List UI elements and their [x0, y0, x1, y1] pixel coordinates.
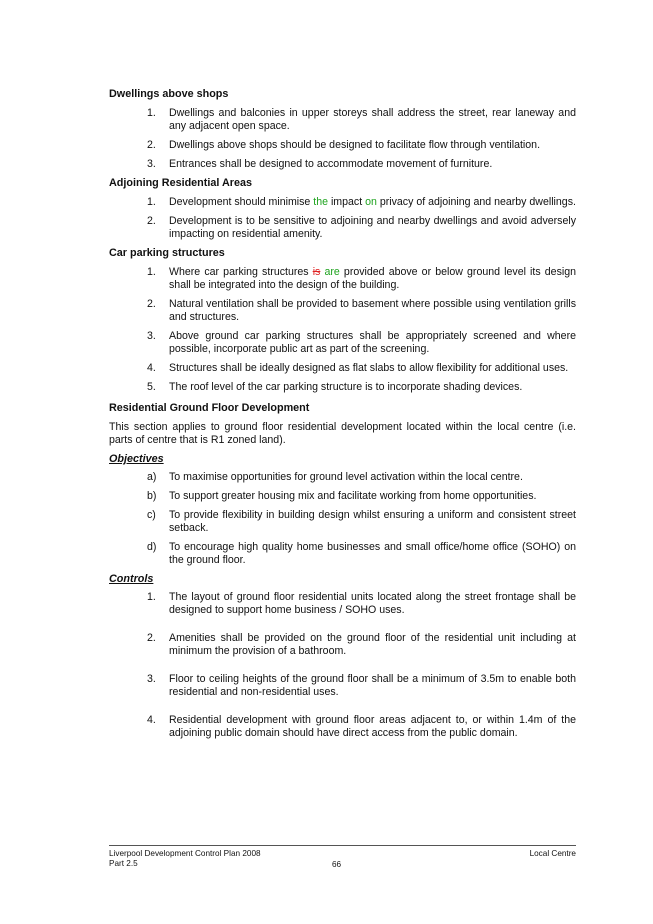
item-number: b) [147, 490, 157, 502]
carparking-list [109, 266, 576, 394]
item-number: 1. [147, 196, 156, 208]
list-item [109, 381, 576, 394]
item-text: To support greater housing mix and facilitate working from home opportunities. [169, 490, 537, 502]
heading-car-parking-structures: Car parking structures [109, 247, 225, 259]
page-footer [109, 845, 576, 869]
item-text: Residential development with ground floor areas adjacent to, or within 1.4m of the adjoining public domain should have direct access from the public domain. [169, 714, 576, 739]
page-content [109, 88, 576, 755]
item-text: The layout of ground floor residential units located along the street frontage shall be designed to support home business / SOHO uses. [169, 591, 576, 616]
controls-heading: Controls [109, 573, 154, 585]
item-text: Structures shall be ideally designed as flat slabs to allow flexibility for additional uses. [169, 362, 569, 374]
list-item [109, 298, 576, 324]
list-item [109, 158, 576, 171]
list-item [109, 139, 576, 152]
list-item [109, 330, 576, 356]
list-item [109, 541, 576, 567]
list-item [109, 362, 576, 375]
item-number: 2. [147, 632, 156, 644]
item-number: 1. [147, 107, 156, 119]
item-number: 4. [147, 362, 156, 374]
footer-left [109, 849, 261, 869]
item-number: 3. [147, 673, 156, 685]
list-item [109, 714, 576, 740]
item-text: The roof level of the car parking structure is to incorporate shading devices. [169, 381, 523, 393]
controls-list [109, 591, 576, 740]
item-text: To encourage high quality home businesses and small office/home office (SOHO) on the ground floor. [169, 541, 576, 566]
item-text: Natural ventilation shall be provided to basement where possible using ventilation grills and structures. [169, 298, 576, 323]
list-item [109, 107, 576, 133]
footer-part: Part 2.5 [109, 859, 138, 868]
item-text: Development is to be sensitive to adjoining and nearby dwellings and avoid adversely impacting on residential amenity. [169, 215, 576, 240]
dwellings-list [109, 107, 576, 171]
item-number: a) [147, 471, 157, 483]
list-item [109, 490, 576, 503]
list-item [109, 471, 576, 484]
page-number: 66 [332, 860, 342, 869]
footer-section-name: Local Centre [529, 849, 576, 858]
list-item [109, 591, 576, 617]
item-number: 5. [147, 381, 156, 393]
footer-document-title: Liverpool Development Control Plan 2008 [109, 849, 261, 858]
inserted-text: on [365, 196, 377, 208]
item-text: Above ground car parking structures shall be appropriately screened and where possible, incorporate public art as part of the screening. [169, 330, 576, 355]
heading-residential-ground-floor: Residential Ground Floor Development [109, 402, 310, 414]
item-text: provided above or below ground level its design shall be integrated into the design of the building. [169, 266, 576, 291]
deleted-text: is [312, 266, 321, 278]
list-item [109, 196, 576, 209]
item-text: Floor to ceiling heights of the ground floor shall be a minimum of 3.5m to enable both residential and non-residential uses. [169, 673, 576, 698]
item-number: c) [147, 509, 156, 521]
heading-dwellings-above-shops: Dwellings above shops [109, 88, 229, 100]
item-number: 1. [147, 266, 156, 278]
item-number: 3. [147, 330, 156, 342]
item-text: Entrances shall be designed to accommodate movement of furniture. [169, 158, 493, 170]
item-text: impact [328, 196, 366, 208]
list-item [109, 266, 576, 292]
adjoining-list [109, 196, 576, 241]
objectives-list [109, 471, 576, 567]
section-intro: This section applies to ground floor residential development located within the local centre (i.e. parts of centre that is R1 zoned land). [109, 421, 576, 446]
item-number: 3. [147, 158, 156, 170]
list-item [109, 632, 576, 658]
item-number: d) [147, 541, 157, 553]
item-text: To provide flexibility in building design whilst ensuring a uniform and consistent street setback. [169, 509, 576, 534]
item-text: Dwellings above shops should be designed to facilitate flow through ventilation. [169, 139, 541, 151]
objectives-heading: Objectives [109, 453, 164, 465]
list-item [109, 509, 576, 535]
item-number: 2. [147, 215, 156, 227]
heading-adjoining-residential: Adjoining Residential Areas [109, 177, 252, 189]
inserted-text: are [324, 266, 340, 278]
item-number: 2. [147, 139, 156, 151]
list-item [109, 215, 576, 241]
item-number: 1. [147, 591, 156, 603]
list-item [109, 673, 576, 699]
item-number: 4. [147, 714, 156, 726]
item-text: Development should minimise [169, 196, 314, 208]
item-text: Dwellings and balconies in upper storeys shall address the street, rear laneway and any adjacent open space. [169, 107, 576, 132]
item-number: 2. [147, 298, 156, 310]
item-text: To maximise opportunities for ground level activation within the local centre. [169, 471, 523, 483]
inserted-text: the [313, 196, 328, 208]
item-text: Where car parking structures [169, 266, 313, 278]
item-text: Amenities shall be provided on the ground floor of the residential unit including at minimum the provision of a bathroom. [169, 632, 576, 657]
item-text: privacy of adjoining and nearby dwellings. [376, 196, 576, 208]
